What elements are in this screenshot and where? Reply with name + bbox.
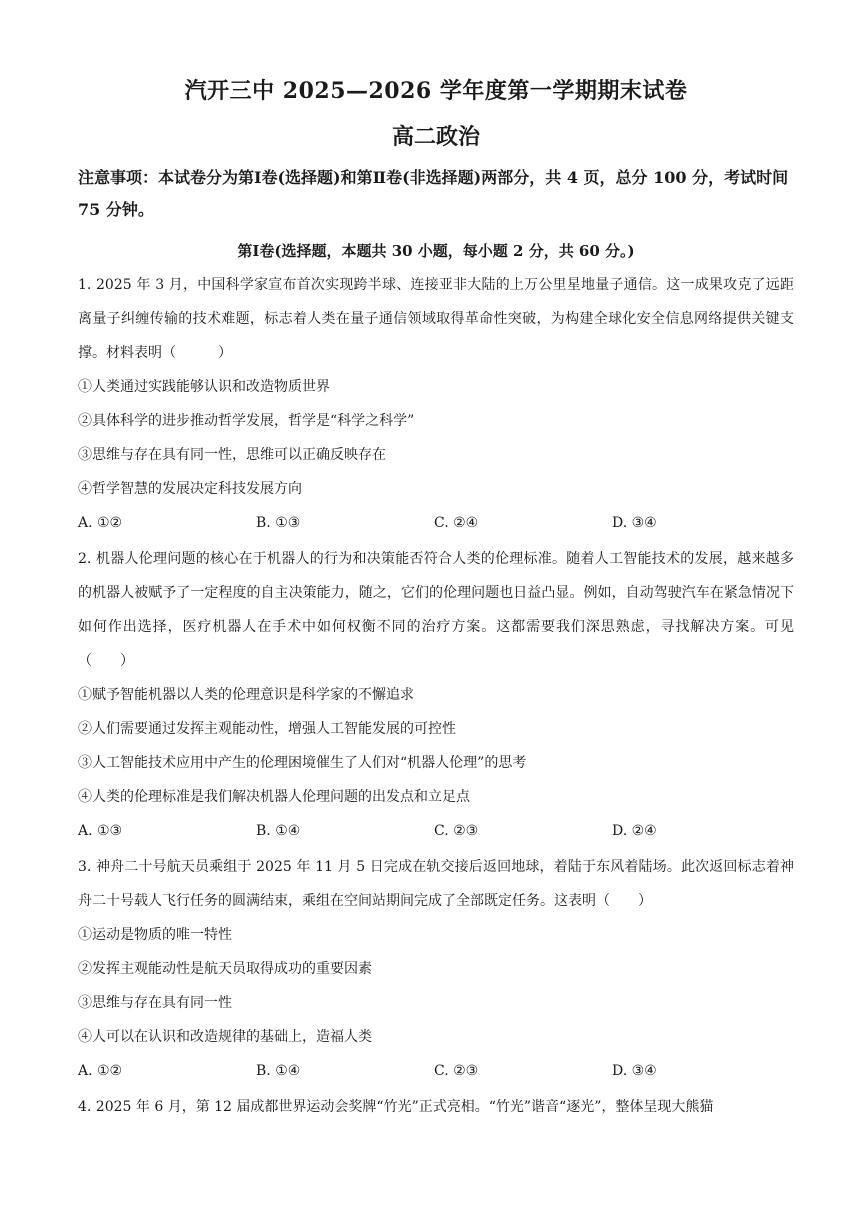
statement-option: ④哲学智慧的发展决定科技发展方向 [78,481,302,497]
answer-choices [78,814,794,848]
statement-option: ③思维与存在具有同一性，思维可以正确反映存在 [78,447,386,463]
statement-option: ②具体科学的进步推动哲学发展，哲学是“科学之科学” [78,413,415,429]
question-2 [78,542,794,848]
exam-subject: 高二政治 [391,124,480,150]
statement-option: ②发挥主观能动性是航天员取得成功的重要因素 [78,961,372,977]
exam-title: 汽开三中 2025—2026 学年度第一学期期末试卷 [184,78,688,104]
question-4 [78,1090,794,1124]
answer-choices [78,506,794,540]
statement-option: ①运动是物质的唯一特性 [78,927,232,943]
section-heading: 第Ⅰ卷(选择题，本题共 30 小题，每小题 2 分，共 60 分。) [237,242,635,260]
statement-option: ④人类的伦理标准是我们解决机器人伦理问题的出发点和立足点 [78,789,470,805]
choice-b: B. ①③ [256,515,301,531]
answer-choices [78,1054,794,1088]
question-stem: 2. 机器人伦理问题的核心在于机器人的行为和决策能否符合人类的伦理标准。随着人工智能技术的发展，越来越多的机器人被赋予了一定程度的自主决策能力，随之，它们的伦理问题也日益凸显。例如，自动驾驶汽车在紧急情况下如何作出选择，医疗机器人在手术中如何权衡不同的治疗方案。这都需要我们深思熟虑，寻找解决方案。可见（ ） [78,551,794,669]
choice-c: C. ②③ [434,1063,479,1079]
question-stem: 1. 2025 年 3 月，中国科学家宣布首次实现跨半球、连接亚非大陆的上万公里星地量子通信。这一成果攻克了远距离量子纠缠传输的技术难题，标志着人类在量子通信领域取得革命性突破，为构建全球化安全信息网络提供关键支撑。材料表明（ ） [78,277,794,361]
choice-b: B. ①④ [256,823,301,839]
choice-b: B. ①④ [256,1063,301,1079]
statement-option: ①人类通过实践能够认识和改造物质世界 [78,379,330,395]
choice-c: C. ②③ [434,823,479,839]
choice-c: C. ②④ [434,515,479,531]
statement-option: ④人可以在认识和改造规律的基础上，造福人类 [78,1029,372,1045]
statement-option: ②人们需要通过发挥主观能动性，增强人工智能发展的可控性 [78,721,456,737]
choice-d: D. ③④ [612,515,657,531]
question-1 [78,268,794,540]
choice-d: D. ③④ [612,1063,657,1079]
statement-option: ③思维与存在具有同一性 [78,995,232,1011]
choice-a: A. ①② [78,1063,123,1079]
exam-notice: 注意事项：本试卷分为第Ⅰ卷(选择题)和第Ⅱ卷(非选择题)两部分，共 4 页，总分 100 分，考试时间 75 分钟。 [78,168,789,219]
statement-option: ①赋予智能机器以人类的伦理意识是科学家的不懈追求 [78,687,414,703]
choice-a: A. ①③ [78,823,123,839]
question-stem: 4. 2025 年 6 月，第 12 届成都世界运动会奖牌“竹光”正式亮相。“竹光”谐音“逐光”，整体呈现大熊猫 [78,1099,714,1115]
question-3 [78,850,794,1088]
statement-option: ③人工智能技术应用中产生的伦理困境催生了人们对“机器人伦理”的思考 [78,755,527,771]
choice-a: A. ①② [78,515,123,531]
question-stem: 3. 神舟二十号航天员乘组于 2025 年 11 月 5 日完成在轨交接后返回地球，着陆于东风着陆场。此次返回标志着神舟二十号载人飞行任务的圆满结束，乘组在空间站期间完成了全部既定任务。这表明（ ） [78,859,794,909]
choice-d: D. ②④ [612,823,657,839]
